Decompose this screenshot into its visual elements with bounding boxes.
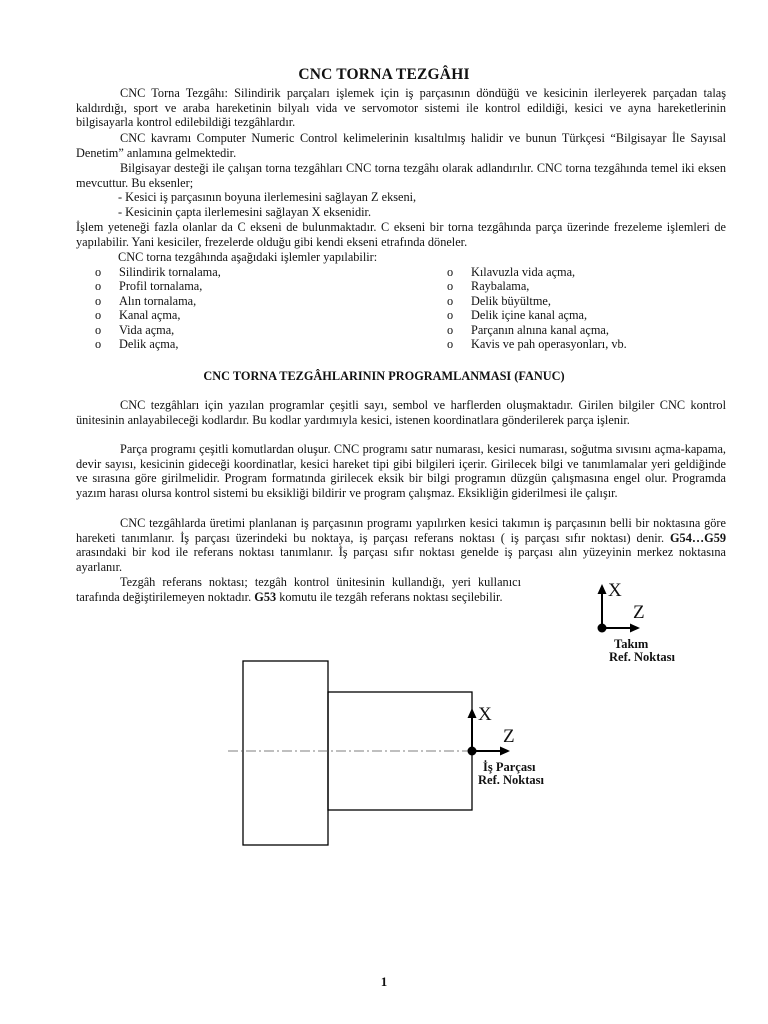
part-ref-label-line1: İş Parçası [483,760,536,774]
code-g54-g59: G54…G59 [669,530,727,545]
part-x-label: X [478,704,492,725]
paragraph-part-program: Parça programı çeşitli komutlardan oluşur. CNC programı satır numarası, kesici numarası, soğutma sıvısını açma-kapama, devir sayısı, kesicinin gideceği koordinatlar, kesici hareket tipi gibi bilgileri içerir. Girilecek bilgi ve tanımlamalar yeri geldiğinde ve sırasına göre girilmelidir. Program formatında girilecek eksik bir bilgi programın düzgün çalışmasına engel olur. Programda yazım harası olursa kontrol sistemi bu eksikliği bildirir ve program çalışmaz. Eksikliğin giderilmesi ile çalışır. [76,442,726,500]
bullet-symbol: o [447,279,454,294]
bullet-symbol: o [447,336,454,351]
bullet-symbol: o [447,308,454,323]
bullet-symbol: o [95,308,102,323]
bullet-symbol: o [447,265,454,279]
bullet-symbol: o [95,279,102,294]
paragraph-axes-intro: Bilgisayar desteği ile çalışan torna tezgâhları CNC torna tezgâhı olarak adlandırılır. CNC torna tezgâhında temel iki eksen mevcuttur. Bu eksenler; [76,161,726,190]
section-title-programming: CNC TORNA TEZGÂHLARININ PROGRAMLANMASI (FANUC) [203,369,565,383]
paragraph-cnc-lathe-definition: CNC Torna Tezgâhı: Silindirik parçaları işlemek için iş parçasının döndüğü ve kesicinin ilerleyerek parçadan talaş kaldırdığı, sport ve araba hareketinin bilyalı vida ve servomotor sistemi ile kontrol edildiği, kesici ve ayna hareketlerinin bilgisayarla kontrol edilebildiği tezgâhlardır. [76,86,726,130]
paragraph-programs: CNC tezgâhları için yazılan programlar çeşitli sayı, sembol ve harflerden oluşmaktadır. Girilen bilgiler CNC kontrol ünitesinin anlayabileceği kodlardır. Bu kodlar yardımıyla kesici, istenen koordinatlara gönderilerek parça işlenir. [76,398,726,427]
bullet-symbol: o [447,322,454,337]
tool-z-label: Z [633,602,645,623]
bullet-symbol: o [95,265,102,279]
code-g53: G53 [254,589,277,604]
bullet-symbol: o [95,336,102,351]
paragraph-cnc-concept: CNC kavramı Computer Numeric Control kelimelerinin kısaltılmış halidir ve bunun Türkçesi “Bilgisayar İle Sayısal Denetim” anlamına gelmektedir. [76,131,726,160]
bullet-symbol: o [95,322,102,337]
part-origin-dot [468,747,477,756]
workpiece-diagram [220,650,540,860]
tool-z-arrow-head [630,624,640,633]
tool-x-arrow-head [598,584,607,594]
document-page: CNC TORNA TEZGÂHI CNC Torna Tezgâhı: Silindirik parçaları işlemek için iş parçasının döndüğü ve kesicinin ilerleyerek parçadan talaş kaldırdığı, sport ve araba hareketinin bilyalı vida ve servomotor sistemi ile kontrol edildiği, kesici ve ayna hareketlerinin bilgisayarla kontrol edilebildiği tezgâhlardır. CNC kavramı Computer Numeric Control kelimelerinin kısaltılmış halidir ve bunun Türkçesi “Bilgisayar İle Sayısal Denetim” anlamına gelmektedir. Bilgisayar desteği ile çalışan torna tezgâhları CNC torna tezgâhı olarak adlandırılır. CNC torna tezgâhında temel iki eksen mevcuttur. Bu eksenler; - Kesici iş parçasının boyuna ilerlemesini sağlayan Z ekseni, - Kesicinin çapta ilerlemesini sağlayan X eksenidir. İşlem yeteneği fazla olanlar da C ekseni de bulunmaktadır. C ekseni bir torna tezgâhında parça üzerinde frezeleme işlemleri de yapılabilir. Yani kesiciler, frezelerde olduğu gibi kendi ekseni etrafında döneler. CNC torna tezgâhında aşağıdaki işlemler yapılabilir: o Silindirik tornalama, o Profil tornalama, o Alın tornalama, o Kanal açma, o Vida açma, o Delik açma, o Kılavuzla vida açma, o Raybalama, o Delik büyültme, o Delik içine kanal açma, o Parçanın alnına kanal açma, o Kavis ve pah operasyonları, vb. CNC TORNA TEZGÂHLARININ PROGRAMLANMASI (FANUC) CNC tezgâhları için yazılan programlar çeşitli sayı, sembol ve harflerden oluşmaktadır. Girilen bilgiler CNC kontrol ünitesinin anlayabileceği kodlardır. Bu kodlar yardımıyla kesici, istenen koordinatlara gönderilerek parça işlenir. Parça programı çeşitli komutlardan oluşur. CNC programı satır numarası, kesici numarası, soğutma sıvısını açma-kapama, devir sayısı, kesicinin gideceği koordinatlar, kesici hareket tipi gibi bilgileri içerir. Girilecek bilgi ve tanımlamalar yeri geldiğinde ve sırasına göre girilmelidir. Program formatında girilecek eksik bir bilgi programın düzgün çalışmasına engel olur. Programda yazım harası olursa kontrol sistemi bu eksikliği bildirir ve program çalışmaz. Eksikliğin giderilmesi ile çalışır. CNC tezgâhlarda üretimi planlanan iş parçasının programı yapılırken kesici takımın iş parçasının belli bir noktasına göre hareketi tanımlanır. İş parçası üzerindeki bu noktaya, iş parçası referans noktası ( iş parçası sıfır noktası) denir. G54…G59 arasındaki bir kod ile referans noktası tanımlanır. İş parçası sıfır noktası genelde iş parçası alın yüzeyinin merkez noktasına ayarlanır. Tezgâh referans noktası; tezgâh kontrol ünitesinin kullandığı, yeri kullanıcı tarafında değiştirilemeyen noktadır. G53 komutu ile tezgâh referans noktası seçilebilir. X Z Takım Ref. Noktası X Z İş Parçası Ref. Noktası 1 [0,0,768,1024]
operations-intro: CNC torna tezgâhında aşağıdaki işlemler yapılabilir: [118,250,378,264]
axis-item-x: - Kesicinin çapta ilerlemesini sağlayan X eksenidir. [118,205,372,219]
tool-ref-label-line1: Takım [614,637,649,651]
axis-item-z: - Kesici iş parçasının boyuna ilerlemesini sağlayan Z ekseni, [118,190,417,204]
paragraph-workpiece-reference: CNC tezgâhlarda üretimi planlanan iş parçasının programı yapılırken kesici takımın iş parçasının belli bir noktasına göre hareketi tanımlanır. İş parçası üzerindeki bu noktaya, iş parçası referans noktası ( iş parçası sıfır noktası) denir. G54…G59 arasındaki bir kod ile referans noktası tanımlanır. İş parçası sıfır noktası genelde iş parçası alın yüzeyinin merkez noktasına ayarlanır. [76,516,727,574]
tool-ref-label-line2: Ref. Noktası [609,650,675,664]
tool-x-label: X [608,580,622,601]
bullet-symbol: o [95,293,102,308]
part-z-label: Z [503,726,515,747]
paragraph-c-axis: İşlem yeteneği fazla olanlar da C ekseni de bulunmaktadır. C ekseni bir torna tezgâhında parça üzerinde frezeleme işlemleri de yapılabilir. Yani kesiciler, frezelerde olduğu gibi kendi ekseni etrafında döneler. [76,220,726,249]
part-x-arrow-head [468,708,477,718]
part-ref-label-line2: Ref. Noktası [478,773,544,787]
bullet-symbol: o [447,293,454,308]
page-title: CNC TORNA TEZGÂHI [298,66,470,83]
tool-origin-dot [598,624,607,633]
page-number: 1 [380,974,388,989]
chuck-outline [243,661,328,845]
paragraph-machine-reference: Tezgâh referans noktası; tezgâh kontrol ünitesinin kullandığı, yeri kullanıcı tarafında değiştirilemeyen noktadır. G53 komutu ile tezgâh referans noktası seçilebilir. [76,575,521,604]
